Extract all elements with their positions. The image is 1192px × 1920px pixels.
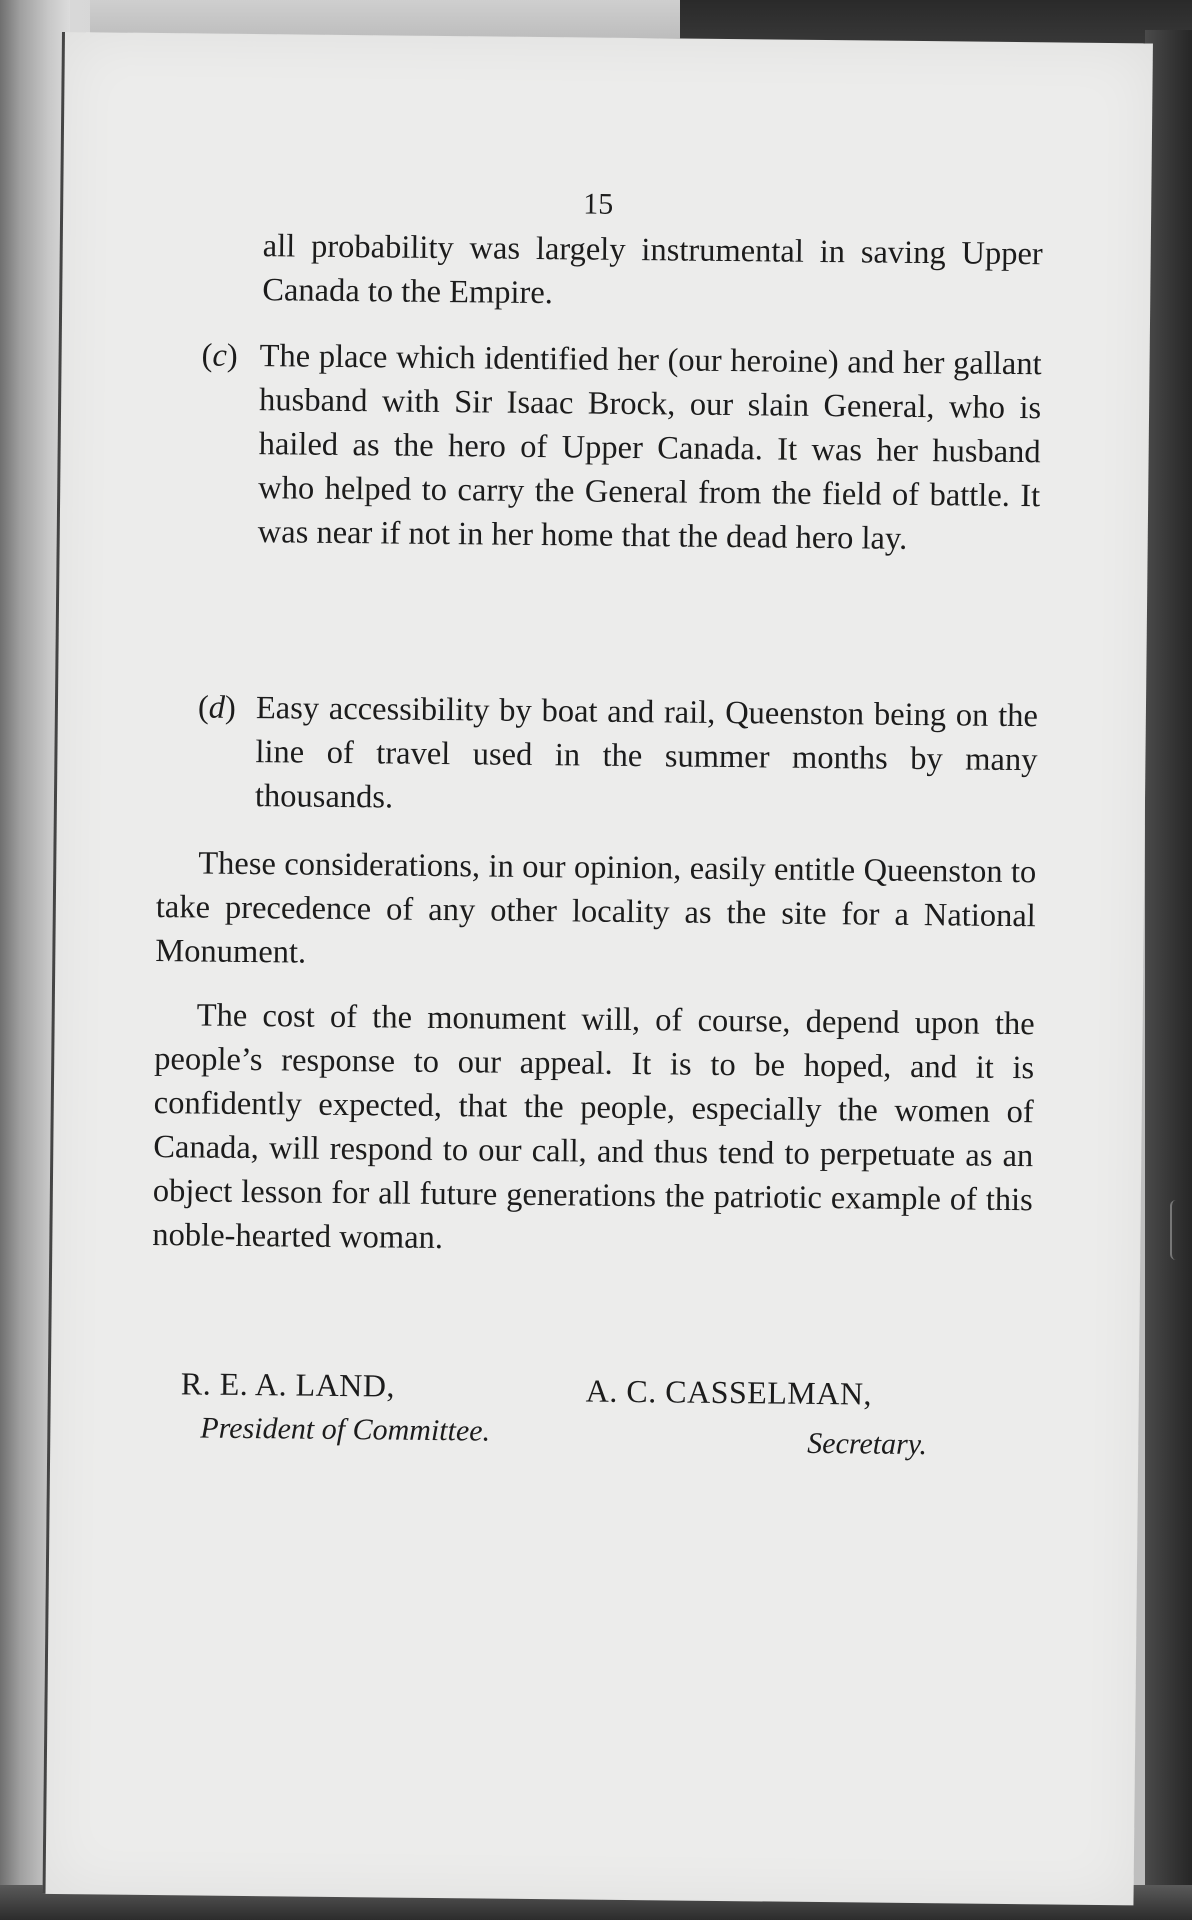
list-item-text: Easy accessibility by boat and rail, Queenston being on the line of travel used in the summer months by many thousands.	[254, 690, 1039, 816]
marker-letter: d	[208, 689, 226, 726]
marker-close: )	[226, 337, 238, 374]
cost-paragraph: The cost of the monument will, of course, depend upon the people’s response to our appeal. It is to be hoped, and it is confidently expected, that the people, especially the women of Canada, will respond to our call, and thus tend to perpetuate as an object lesson for all future generations the patriotic example of this noble-hearted woman.	[152, 997, 1035, 1257]
list-item-text: The place which identified her (our heroine) and her gallant husband with Sir Isaac Brock, our slain General, who is hailed as the hero of Upper Canada. It was her husband who helped to carry the General from the field of battle. It was near if not in her home that the dead hero lay.	[257, 338, 1042, 557]
list-item-d	[197, 685, 1038, 834]
considerations-paragraph: These considerations, in our opinion, easily entitle Queenston to take precedence of any other locality as the site for a National Monument.	[155, 845, 1037, 971]
marker-open: (	[197, 689, 209, 726]
secretary-signature-title: Secretary.	[807, 1426, 928, 1462]
scan-background-right	[1145, 30, 1192, 1920]
marker-open: (	[201, 337, 213, 374]
list-item-c	[198, 333, 1041, 662]
page-number: 15	[583, 187, 614, 221]
marker-close: )	[224, 689, 237, 726]
page-content	[46, 32, 1153, 1905]
secretary-signature-name: A. C. CASSELMAN,	[585, 1372, 873, 1412]
marker-letter: c	[212, 337, 228, 374]
edge-mark	[1170, 1200, 1182, 1260]
list-marker-c	[201, 333, 257, 378]
president-signature-name: R. E. A. LAND,	[180, 1365, 396, 1404]
list-marker-d	[198, 685, 254, 730]
continuation-paragraph: all probability was largely instrumental in saving Upper Canada to the Empire.	[262, 228, 1043, 312]
document-page	[43, 32, 1153, 1905]
president-signature-title: President of Committee.	[200, 1411, 491, 1448]
